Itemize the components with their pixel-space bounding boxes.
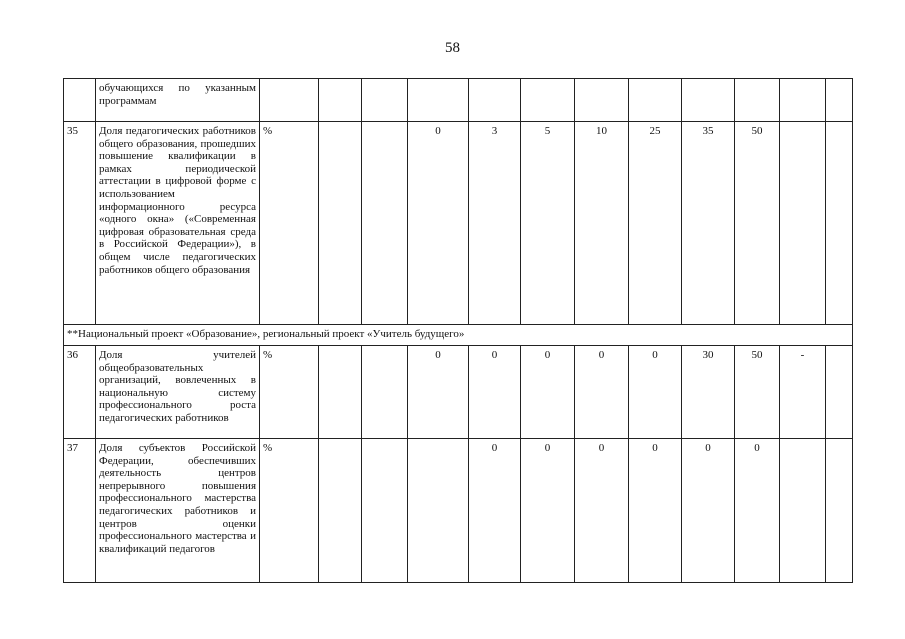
value-cell: 0	[408, 122, 469, 325]
table-row	[64, 79, 853, 122]
value-cell	[408, 79, 469, 122]
value-cell: 0	[575, 346, 629, 439]
value-cell: 50	[735, 346, 780, 439]
value-cell: 3	[469, 122, 521, 325]
value-cell	[469, 79, 521, 122]
value-cell	[682, 79, 735, 122]
value-cell	[826, 122, 853, 325]
value-cell: 0	[629, 439, 682, 583]
unit-cell: %	[260, 346, 319, 439]
value-cell: 35	[682, 122, 735, 325]
value-cell: 0	[629, 346, 682, 439]
value-cell	[780, 79, 826, 122]
value-cell: 0	[575, 439, 629, 583]
value-cell: 0	[521, 439, 575, 583]
value-cell: 0	[521, 346, 575, 439]
value-cell: 0	[735, 439, 780, 583]
value-cell	[826, 439, 853, 583]
value-cell	[575, 79, 629, 122]
row-number: 35	[64, 122, 96, 325]
value-cell	[362, 346, 408, 439]
unit-cell: %	[260, 122, 319, 325]
value-cell	[319, 122, 362, 325]
value-cell: -	[780, 346, 826, 439]
value-cell	[362, 79, 408, 122]
value-cell: 10	[575, 122, 629, 325]
indicator-text: Доля педагогических работников общего образования, прошедших повышение квалификации в рамках периодической аттестации в цифровой форме с использованием информационного ресурса «одного окна» («Современная цифровая образовательная среда в Российской Федерации»), в общем числе педагогических работников общего образования	[96, 122, 260, 325]
value-cell	[521, 79, 575, 122]
value-cell	[826, 79, 853, 122]
value-cell: 5	[521, 122, 575, 325]
page-number: 58	[445, 40, 460, 56]
section-row	[64, 325, 853, 346]
value-cell: 0	[469, 439, 521, 583]
table-row	[64, 439, 853, 583]
indicator-text: Доля учителей общеобразовательных организаций, вовлеченных в национальную систему профессионального роста педагогических работников	[96, 346, 260, 439]
value-cell	[735, 79, 780, 122]
indicator-text: обучающихся по указанным программам	[96, 79, 260, 122]
indicator-text: Доля субъектов Российской Федерации, обеспечивших деятельность центров непрерывного повышения профессионального мастерства педагогических работников и центров оценки профессионального мастерства и квалификаций педагогов	[96, 439, 260, 583]
value-cell: 50	[735, 122, 780, 325]
value-cell: 25	[629, 122, 682, 325]
row-number: 36	[64, 346, 96, 439]
indicators-table	[63, 78, 853, 583]
value-cell	[408, 439, 469, 583]
section-heading: **Национальный проект «Образование», региональный проект «Учитель будущего»	[64, 325, 853, 346]
table-row	[64, 346, 853, 439]
row-number: 37	[64, 439, 96, 583]
value-cell	[629, 79, 682, 122]
value-cell	[780, 122, 826, 325]
row-number	[64, 79, 96, 122]
value-cell	[780, 439, 826, 583]
value-cell	[362, 439, 408, 583]
value-cell	[319, 79, 362, 122]
value-cell: 30	[682, 346, 735, 439]
value-cell: 0	[469, 346, 521, 439]
value-cell: 0	[408, 346, 469, 439]
value-cell: 0	[682, 439, 735, 583]
unit-cell	[260, 79, 319, 122]
table-row	[64, 122, 853, 325]
value-cell	[362, 122, 408, 325]
value-cell	[319, 346, 362, 439]
value-cell	[826, 346, 853, 439]
unit-cell: %	[260, 439, 319, 583]
value-cell	[319, 439, 362, 583]
